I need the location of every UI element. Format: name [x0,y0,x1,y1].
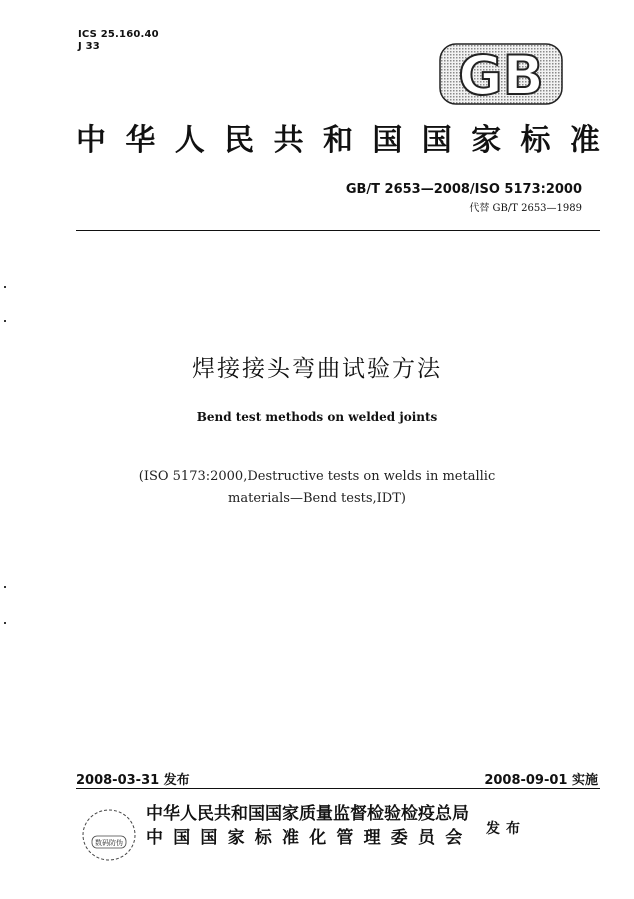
heading-char: 国 [421,123,452,158]
implement-date: 2008-09-01 实施 [484,773,598,788]
title-english: Bend test methods on welded joints [196,410,438,424]
heading-char: 民 [224,123,255,158]
gb-logo [438,42,564,106]
replaces-standard: 代替 GB/T 2653—1989 [469,203,582,214]
ics-code: ICS 25.160.40 [78,29,159,40]
iso-reference-line: (ISO 5173:2000,Destructive tests on welds in metallic [138,469,496,484]
scan-mark [4,586,6,588]
gb-logo-text: GB [458,44,544,106]
heading-char: 中 [76,123,106,158]
title-chinese: 焊接接头弯曲试验方法 [192,356,442,382]
scan-mark [4,320,6,322]
heading-char: 国 [372,123,403,158]
heading-char: 人 [174,123,205,158]
publish-date: 2008-03-31 发布 [76,773,190,788]
anti-counterfeit-seal [80,806,138,864]
standard-number: GB/T 2653—2008/ISO 5173:2000 [345,182,582,197]
heading-char: 华 [125,123,156,158]
iso-reference [0,466,634,510]
scan-mark [4,286,6,288]
heading-char: 共 [273,123,304,158]
top-divider [76,230,600,231]
heading-char: 准 [569,123,600,158]
heading-char: 和 [322,123,353,158]
heading-char: 标 [520,123,551,158]
issuer-aqsiq: 中华人民共和国国家质量监督检验检疫总局 [146,804,469,824]
classification-block [78,29,159,53]
iso-reference-line: materials—Bend tests,IDT) [228,491,406,506]
issuer-sac: 中国国家标准化管理委员会 [146,828,473,848]
issuing-authorities [146,802,472,850]
seal-text: 数码防伪 [95,839,123,847]
scan-mark [4,622,6,624]
national-standard-heading [76,122,600,160]
issue-label: 发布 [486,821,526,837]
ccs-code: J 33 [78,41,100,52]
heading-char: 家 [471,123,502,158]
bottom-divider [76,788,600,789]
